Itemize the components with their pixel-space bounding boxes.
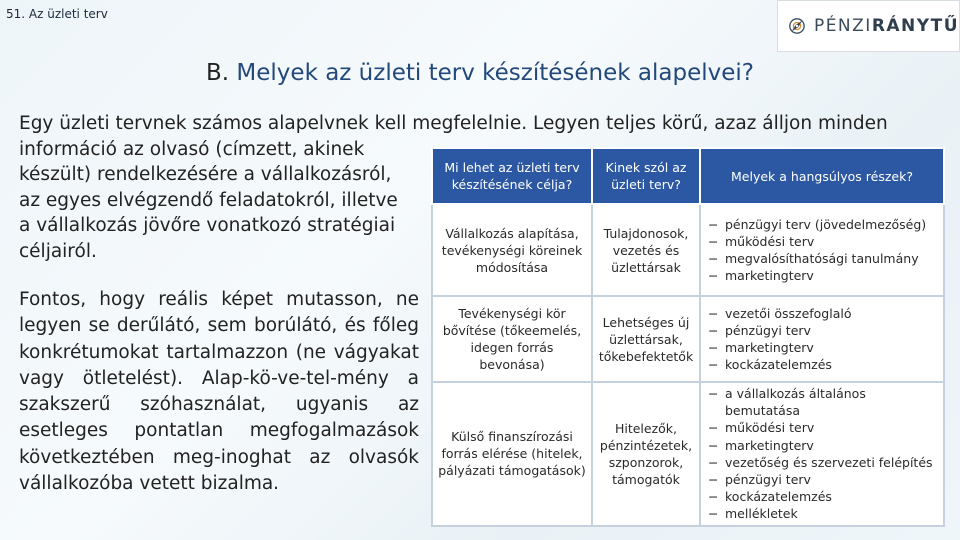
logo <box>777 0 960 52</box>
cell-audience: Hitelezők, pénzintézetek, szponzorok, támogatók <box>592 382 700 526</box>
list-item: − pénzügyi terv <box>705 322 939 339</box>
list-item: − pénzügyi terv (jövedelmezőség) <box>705 216 939 233</box>
second-paragraph: Fontos, hogy reális képet mutasson, ne legyen se derűlátó, sem borúlátó, és főleg konkrétumokat tartalmazzon (ne vágyakat vagy ötletelést). Alap-kö-ve-tel-mény a szakszerű szóhasználat, ugyanis az esetleges pontatlan megfogalmazások következtében meg-inoghat az olvasók vállalkozóba vetett bizalma. <box>19 289 419 495</box>
list-item: − a vállalkozás általános bemutatása <box>705 385 939 419</box>
cell-purpose: Külső finanszírozási forrás elérése (hitelek, pályázati támogatások) <box>432 382 592 526</box>
table-row <box>432 296 944 382</box>
list-item: − mellékletek <box>705 505 939 522</box>
list-item: − működési terv <box>705 233 939 250</box>
cell-parts <box>700 382 944 526</box>
list-item: − megvalósíthatósági tanulmány <box>705 250 939 267</box>
cell-parts <box>700 204 944 296</box>
list-item: − vezetőség és szervezeti felépítés <box>705 454 939 471</box>
list-item: − kockázatelemzés <box>705 356 939 373</box>
header-parts: Melyek a hangsúlyos részek? <box>700 148 944 204</box>
list-item: − pénzügyi terv <box>705 471 939 488</box>
header-purpose: Mi lehet az üzleti terv készítésének célja? <box>432 148 592 204</box>
slide-title <box>0 60 960 86</box>
cell-audience: Lehetséges új üzlettársak, tőkebefektetők <box>592 296 700 382</box>
logo-text-plain: PÉNZI <box>813 16 872 36</box>
list-item: − marketingterv <box>705 267 939 284</box>
slide-label: 51. Az üzleti terv <box>6 7 108 21</box>
table-row <box>432 204 944 296</box>
table-header-row <box>432 148 944 204</box>
intro-line-1: Egy üzleti tervnek számos alapelvnek kell megfelelnie. Legyen teljes körű, azaz álljon minden <box>19 113 888 134</box>
logo-text <box>814 16 959 36</box>
list-item: − marketingterv <box>705 339 939 356</box>
intro-rest: információ az olvasó (címzett, akinek készült) rendelkezésére a vállalkozásról, az egyes elvégzendő feladatokról, illetve a vállalkozás jövőre vonatkozó stratégiai céljairól. <box>19 138 398 262</box>
title-text: Melyek az üzleti terv készítésének alapelvei? <box>236 60 754 86</box>
compass-icon <box>788 11 806 41</box>
list-item: − vezetői összefoglaló <box>705 305 939 322</box>
cell-purpose: Vállalkozás alapítása, tevékenységi köreinek módosítása <box>432 204 592 296</box>
cell-audience: Tulajdonosok, vezetés és üzlettársak <box>592 204 700 296</box>
title-prefix: B. <box>206 60 230 86</box>
logo-text-bold: RÁNYTŰ <box>871 16 959 36</box>
list-item: − marketingterv <box>705 437 939 454</box>
cell-purpose: Tevékenységi kör bővítése (tőkeemelés, idegen forrás bevonása) <box>432 296 592 382</box>
cell-parts <box>700 296 944 382</box>
header-audience: Kinek szól az üzleti terv? <box>592 148 700 204</box>
list-item: − kockázatelemzés <box>705 488 939 505</box>
business-plan-table <box>431 147 945 527</box>
table-row <box>432 382 944 526</box>
list-item: − működési terv <box>705 419 939 436</box>
